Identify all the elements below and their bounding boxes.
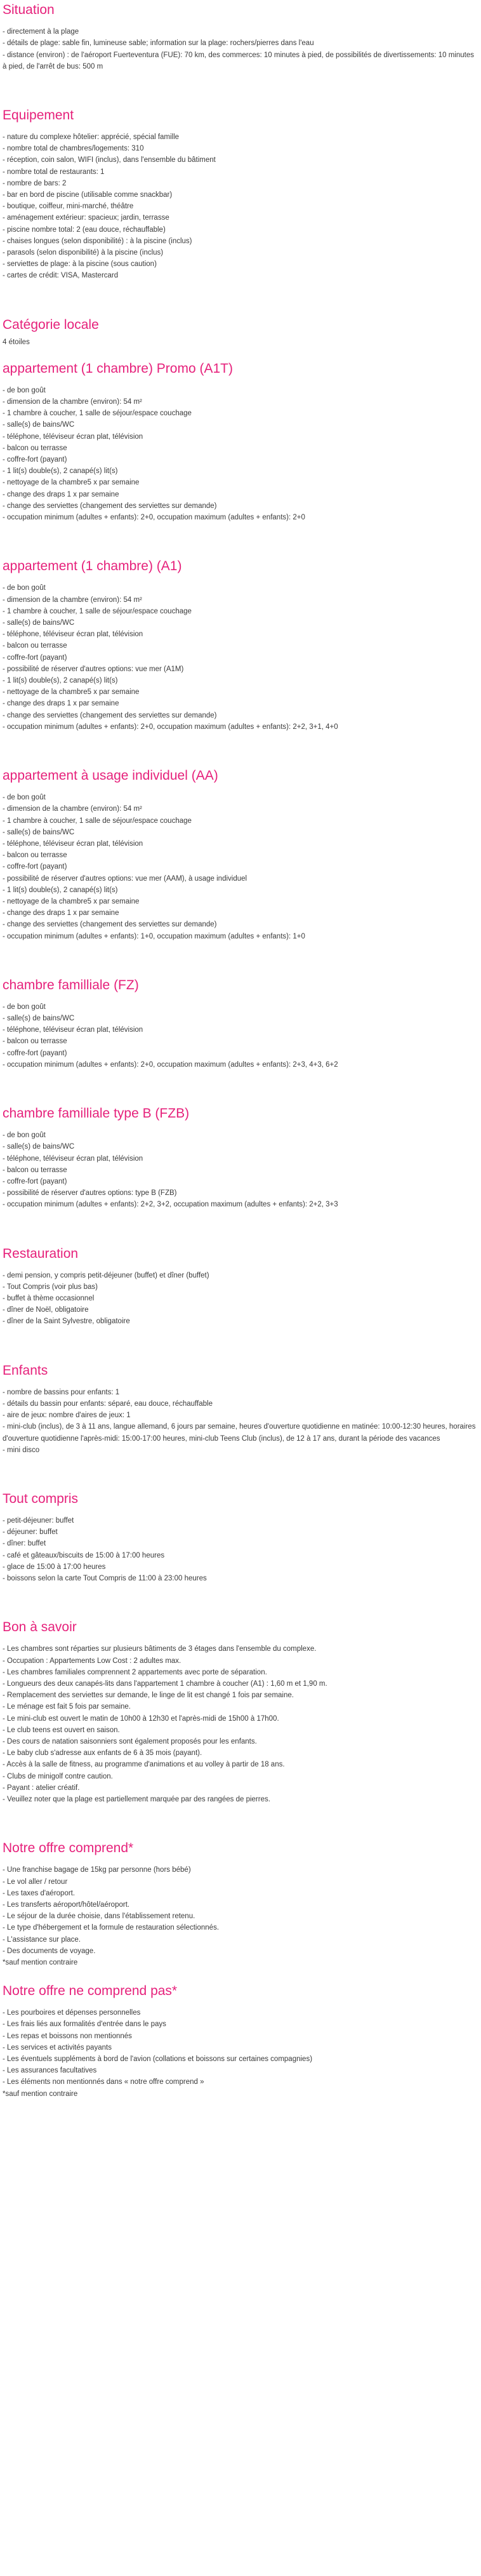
list-item: - mini disco	[3, 1445, 478, 1456]
feature-list	[3, 1130, 478, 1210]
list-item: - coffre-fort (payant)	[3, 861, 478, 872]
list-item: - L'assistance sur place.	[3, 1934, 478, 1945]
list-item: - Les éléments non mentionnés dans « notre offre comprend »	[3, 2076, 478, 2088]
list-item: - 1 lit(s) double(s), 2 canapé(s) lit(s)	[3, 675, 478, 686]
list-item: - balcon ou terrasse	[3, 443, 478, 454]
list-item: - boissons selon la carte Tout Compris de 11:00 à 23:00 heures	[3, 1573, 478, 1584]
section-tout-compris	[3, 1492, 478, 1584]
list-item: - coffre-fort (payant)	[3, 454, 478, 465]
footnote: *sauf mention contraire	[3, 1958, 78, 1966]
list-item: - balcon ou terrasse	[3, 1036, 478, 1047]
section-title: Enfants	[3, 1363, 48, 1378]
list-item: - aire de jeux: nombre d'aires de jeux: 1	[3, 1410, 478, 1421]
list-item: - Les chambres familiales comprennent 2 appartements avec porte de séparation.	[3, 1667, 478, 1678]
list-item: - occupation minimum (adultes + enfants): 2+0, occupation maximum (adultes + enfants): 2+0	[3, 512, 478, 523]
list-item: - Tout Compris (voir plus bas)	[3, 1281, 478, 1293]
section-title: Catégorie locale	[3, 317, 99, 332]
section-room-aa	[3, 768, 478, 942]
section-room-fz	[3, 978, 478, 1071]
footnote: *sauf mention contraire	[3, 2090, 78, 2098]
feature-list	[3, 1515, 478, 1584]
list-item: - mini-club (inclus), de 3 à 11 ans, langue allemand, 6 jours par semaine, heures d'ouverture quotidienne en matinée: 10:00-12:30 heures, horaires d'ouverture quotidienne l'après-midi: 15:00-17:00 heures, mini-club Teens Club (inclus), de 12 à 17 ans, durant la période des vacances	[3, 1421, 478, 1444]
list-item: - serviettes de plage: à la piscine (sous caution)	[3, 258, 478, 270]
list-item: - parasols (selon disponibilité) à la piscine (inclus)	[3, 247, 478, 258]
list-item: - Le mini-club est ouvert le matin de 10h00 à 12h30 et l'après-midi de 15h00 à 17h00.	[3, 1713, 478, 1725]
list-item: - déjeuner: buffet	[3, 1526, 478, 1538]
list-item: - Veuillez noter que la plage est partiellement marquée par des rangées de pierres.	[3, 1794, 478, 1805]
list-item: - Le type d'hébergement et la formule de restauration sélectionnés.	[3, 1922, 478, 1933]
list-item: - balcon ou terrasse	[3, 850, 478, 861]
list-item: - dîner de Noël, obligatoire	[3, 1304, 478, 1316]
list-item: - balcon ou terrasse	[3, 1165, 478, 1176]
list-item: - salle(s) de bains/WC	[3, 419, 478, 430]
list-item: - Payant : atelier créatif.	[3, 1782, 478, 1794]
list-item: - bar en bord de piscine (utilisable comme snackbar)	[3, 189, 478, 201]
list-item: - change des serviettes (changement des serviettes sur demande)	[3, 710, 478, 721]
list-item: - change des draps 1 x par semaine	[3, 489, 478, 500]
section-title: chambre familliale type B (FZB)	[3, 1106, 190, 1121]
list-item: - Les repas et boissons non mentionnés	[3, 2031, 478, 2042]
list-item: - Les services et activités payants	[3, 2042, 478, 2053]
list-item: - piscine nombre total: 2 (eau douce, réchauffable)	[3, 224, 478, 236]
list-item: - Clubs de minigolf contre caution.	[3, 1771, 478, 1782]
list-item: - directement à la plage	[3, 26, 478, 37]
list-item: - chaises longues (selon disponibilité) : à la piscine (inclus)	[3, 236, 478, 247]
feature-list	[3, 1001, 478, 1071]
list-item: - 1 lit(s) double(s), 2 canapé(s) lit(s)	[3, 465, 478, 477]
list-item: - possibilité de réserver d'autres options: vue mer (AAM), à usage individuel	[3, 873, 478, 884]
list-item: - Une franchise bagage de 15kg par personne (hors bébé)	[3, 1864, 478, 1876]
list-item: - Les assurances facultatives	[3, 2065, 478, 2076]
list-item: - change des draps 1 x par semaine	[3, 698, 478, 709]
section-enfants	[3, 1363, 478, 1456]
list-item: - possibilité de réserver d'autres options: vue mer (A1M)	[3, 664, 478, 675]
feature-list	[3, 792, 478, 942]
list-item: - Le vol aller / retour	[3, 1876, 478, 1888]
feature-list	[3, 1270, 478, 1328]
list-item: - Les éventuels suppléments à bord de l'avion (collations et boissons sur certaines compagnies)	[3, 2053, 478, 2065]
feature-list	[3, 1864, 478, 1957]
section-equipement	[3, 108, 478, 282]
list-item: - dimension de la chambre (environ): 54 m²	[3, 396, 478, 408]
list-item: - Le ménage est fait 5 fois par semaine.	[3, 1701, 478, 1712]
list-item: - Le club teens est ouvert en saison.	[3, 1725, 478, 1736]
list-item: - Les transferts aéroport/hôtel/aéroport.	[3, 1899, 478, 1911]
list-item: - boutique, coiffeur, mini-marché, théâtre	[3, 201, 478, 212]
list-item: - téléphone, téléviseur écran plat, télévision	[3, 838, 478, 850]
list-item: - salle(s) de bains/WC	[3, 827, 478, 838]
section-title: Equipement	[3, 107, 74, 123]
section-title: Tout compris	[3, 1491, 79, 1506]
list-item: - nettoyage de la chambre5 x par semaine	[3, 896, 478, 907]
list-item: - coffre-fort (payant)	[3, 652, 478, 664]
section-title: Situation	[3, 3, 55, 17]
section-title: Notre offre comprend*	[3, 1841, 134, 1856]
list-item: - salle(s) de bains/WC	[3, 617, 478, 629]
feature-list	[3, 385, 478, 523]
list-item: - buffet à thème occasionnel	[3, 1293, 478, 1304]
list-item: - occupation minimum (adultes + enfants): 1+0, occupation maximum (adultes + enfants): 1+0	[3, 931, 478, 942]
list-item: - dîner de la Saint Sylvestre, obligatoire	[3, 1316, 478, 1327]
list-item: - occupation minimum (adultes + enfants): 2+0, occupation maximum (adultes + enfants): 2+2, 3+1, 4+0	[3, 721, 478, 733]
list-item: - coffre-fort (payant)	[3, 1048, 478, 1059]
list-item: - change des serviettes (changement des serviettes sur demande)	[3, 919, 478, 930]
section-title: chambre familliale (FZ)	[3, 977, 139, 992]
list-item: - de bon goût	[3, 1001, 478, 1013]
feature-list	[3, 26, 478, 72]
list-item: - Accès à la salle de fitness, au programme d'animations et au volley à partir de 18 ans.	[3, 1759, 478, 1770]
list-item: - dimension de la chambre (environ): 54 m²	[3, 803, 478, 815]
list-item: - demi pension, y compris petit-déjeuner (buffet) et dîner (buffet)	[3, 1270, 478, 1281]
list-item: - Les pourboires et dépenses personnelles	[3, 2007, 478, 2019]
list-item: - nature du complexe hôtelier: apprécié, spécial famille	[3, 131, 478, 143]
list-item: - téléphone, téléviseur écran plat, télévision	[3, 1153, 478, 1165]
section-bon-a-savoir	[3, 1620, 478, 1805]
list-item: - nettoyage de la chambre5 x par semaine	[3, 477, 478, 488]
list-item: - de bon goût	[3, 582, 478, 594]
list-item: - Les chambres sont réparties sur plusieurs bâtiments de 3 étages dans l'ensemble du complexe.	[3, 1643, 478, 1655]
list-item: - Les taxes d'aéroport.	[3, 1888, 478, 1899]
section-room-a1t	[3, 361, 478, 524]
list-item: - de bon goût	[3, 1130, 478, 1141]
list-item: - nombre de bars: 2	[3, 178, 478, 189]
list-item: - Longueurs des deux canapés-lits dans l'appartement 1 chambre à coucher (A1) : 1,60 m et 1,90 m.	[3, 1678, 478, 1690]
section-title: appartement (1 chambre) Promo (A1T)	[3, 361, 233, 376]
list-item: - change des draps 1 x par semaine	[3, 907, 478, 919]
list-item: - Des documents de voyage.	[3, 1945, 478, 1957]
list-item: - détails du bassin pour enfants: séparé, eau douce, réchauffable	[3, 1398, 478, 1410]
list-item: - distance (environ) : de l'aéroport Fuerteventura (FUE): 70 km, des commerces: 10 minutes à pied, de possibilités de divertissements: 10 minutes à pied, de l'arrêt de bus: 500 m	[3, 50, 478, 72]
section-title: Restauration	[3, 1246, 79, 1261]
list-item: - salle(s) de bains/WC	[3, 1013, 478, 1024]
list-item: - aménagement extérieur: spacieux; jardin, terrasse	[3, 212, 478, 224]
list-item: - de bon goût	[3, 792, 478, 803]
list-item: - Remplacement des serviettes sur demande, le linge de lit est changé 1 fois par semaine.	[3, 1690, 478, 1701]
list-item: - glace de 15:00 à 17:00 heures	[3, 1561, 478, 1573]
feature-list	[3, 1643, 478, 1805]
list-item: - balcon ou terrasse	[3, 640, 478, 651]
list-item: - 1 lit(s) double(s), 2 canapé(s) lit(s)	[3, 884, 478, 896]
list-item: - nombre total de restaurants: 1	[3, 166, 478, 178]
list-item: - cartes de crédit: VISA, Mastercard	[3, 270, 478, 281]
section-title: appartement à usage individuel (AA)	[3, 768, 218, 783]
list-item: - café et gâteaux/biscuits de 15:00 à 17:00 heures	[3, 1550, 478, 1561]
section-categorie	[3, 317, 478, 346]
section-offre-ne-comprend-pas	[3, 1984, 478, 2100]
list-item: - possibilité de réserver d'autres options: type B (FZB)	[3, 1187, 478, 1199]
list-item: - Le séjour de la durée choisie, dans l'établissement retenu.	[3, 1911, 478, 1922]
list-item: - coffre-fort (payant)	[3, 1176, 478, 1187]
feature-list	[3, 131, 478, 282]
feature-list	[3, 582, 478, 733]
list-item: - 1 chambre à coucher, 1 salle de séjour/espace couchage	[3, 606, 478, 617]
section-room-a1	[3, 559, 478, 733]
list-item: - téléphone, téléviseur écran plat, télévision	[3, 629, 478, 640]
list-item: - de bon goût	[3, 385, 478, 396]
list-item: - dîner: buffet	[3, 1538, 478, 1549]
list-item: - nombre de bassins pour enfants: 1	[3, 1387, 478, 1398]
list-item: - 1 chambre à coucher, 1 salle de séjour/espace couchage	[3, 408, 478, 419]
list-item: - Les frais liés aux formalités d'entrée dans le pays	[3, 2019, 478, 2030]
section-title: appartement (1 chambre) (A1)	[3, 559, 182, 574]
section-title: Bon à savoir	[3, 1620, 77, 1635]
list-item: - occupation minimum (adultes + enfants): 2+2, 3+2, occupation maximum (adultes + enfants): 2+2, 3+3	[3, 1199, 478, 1210]
list-item: - salle(s) de bains/WC	[3, 1141, 478, 1152]
feature-list	[3, 2007, 478, 2088]
list-item: - Le baby club s'adresse aux enfants de 6 à 35 mois (payant).	[3, 1747, 478, 1759]
section-situation	[3, 3, 478, 72]
list-item: - dimension de la chambre (environ): 54 m²	[3, 594, 478, 606]
list-item: - Des cours de natation saisonniers sont également proposés pour les enfants.	[3, 1736, 478, 1747]
list-item: - téléphone, téléviseur écran plat, télévision	[3, 431, 478, 443]
section-title: Notre offre ne comprend pas*	[3, 1984, 178, 1999]
list-item: - nombre total de chambres/logements: 310	[3, 143, 478, 154]
section-room-fzb	[3, 1106, 478, 1211]
list-item: - Occupation : Appartements Low Cost : 2 adultes max.	[3, 1655, 478, 1667]
section-offre-comprend	[3, 1841, 478, 1968]
list-item: - 1 chambre à coucher, 1 salle de séjour/espace couchage	[3, 815, 478, 827]
category-rating: 4 étoiles	[3, 338, 30, 346]
list-item: - réception, coin salon, WIFI (inclus), dans l'ensemble du bâtiment	[3, 154, 478, 166]
list-item: - change des serviettes (changement des serviettes sur demande)	[3, 500, 478, 512]
section-restauration	[3, 1246, 478, 1328]
list-item: - petit-déjeuner: buffet	[3, 1515, 478, 1526]
list-item: - occupation minimum (adultes + enfants): 2+0, occupation maximum (adultes + enfants): 2+3, 4+3, 6+2	[3, 1059, 478, 1071]
list-item: - téléphone, téléviseur écran plat, télévision	[3, 1024, 478, 1036]
list-item: - nettoyage de la chambre5 x par semaine	[3, 686, 478, 698]
list-item: - détails de plage: sable fin, lumineuse sable; information sur la plage: rochers/pierres dans l'eau	[3, 37, 478, 49]
feature-list	[3, 1387, 478, 1456]
